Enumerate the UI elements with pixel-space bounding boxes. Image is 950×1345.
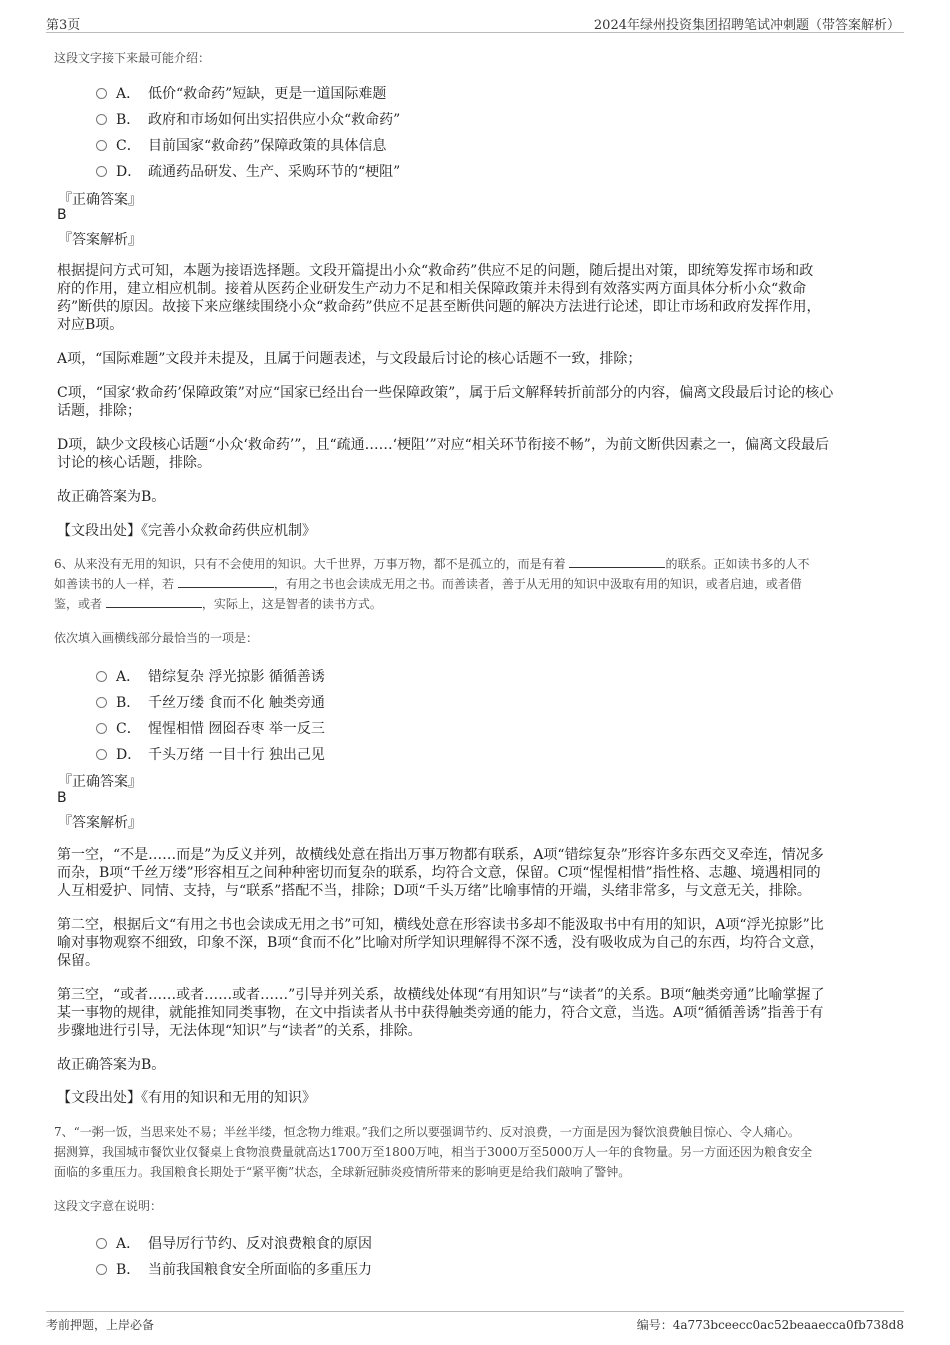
document-title: 2024年绿州投资集团招聘笔试冲刺题（带答案解析） — [593, 18, 900, 33]
analysis-paragraph: C项，“国家‘救命药’保障政策”对应“国家已经出台一些保障政策”，属于后文解释转折前部分的内容，偏离文段最后讨论的核心 话题，排除； — [57, 385, 834, 419]
q6-option-b[interactable]: B． 千丝万缕 食而不化 触类旁通 — [96, 692, 325, 712]
analysis-paragraph: A项，“国际难题”文段并未提及，且属于问题表述，与文段最后讨论的核心话题不一致，排除； — [57, 351, 642, 367]
radio-icon[interactable] — [96, 697, 107, 708]
radio-icon[interactable] — [96, 1264, 107, 1275]
blank-line — [178, 575, 274, 588]
q6-prompt: 依次填入画横线部分最恰当的一项是： — [54, 631, 259, 645]
q6-question-text: 6、从来没有无用的知识，只有不会使用的知识。大千世界，万事万物，都不是孤立的，而是有着 的联系。正如读书多的人不 如善读书的人一样，若 ，有用之书也会读成无用之书。而善读者，善于从无用的知识中汲取有用的知识，或者启迪，或者借 鉴，或者 ，实际上，这是智者的读书方式。 — [54, 557, 810, 611]
radio-icon[interactable] — [96, 88, 107, 99]
q6-option-a[interactable]: A． 错综复杂 浮光掠影 循循善诱 — [96, 666, 325, 686]
analysis-label: 『答案解析』 — [58, 815, 142, 831]
radio-icon[interactable] — [96, 1238, 107, 1249]
analysis-paragraph: 第三空，“或者……或者……或者……”引导并列关系，故横线处体现“有用知识”与“读者”的关系。B项“触类旁通”比喻掌握了 某一事物的规律，就能推知同类事物，在文中指读者从书中获得触类旁通的能力，符合文意，当选。A项“循循善诱”指善于有 步骤地进行引导，无法体现“知识”与“读者”的关系，排除。 — [57, 987, 825, 1039]
q5-intro: 这段文字接下来最可能介绍： — [54, 51, 211, 65]
radio-icon[interactable] — [96, 114, 107, 125]
answer-value: B — [57, 790, 67, 806]
source: 【文段出处】《完善小众救命药供应机制》 — [57, 523, 316, 539]
analysis-paragraph: 第二空，根据后文“有用之书也会读成无用之书”可知，横线处意在形容读书多却不能汲取书中有用的知识，A项“浮光掠影”比 喻对事物观察不细致，印象不深，B项“食而不化”比喻对所学知识理解得不深不透，没有吸收成为自己的东西，均符合文意， 保留。 — [57, 917, 824, 969]
q7-question-text: 7、“一粥一饭，当思来处不易；半丝半缕，恒念物力维艰。”我们之所以要强调节约、反对浪费，一方面是因为餐饮浪费触目惊心、令人痛心。 据测算，我国城市餐饮业仅餐桌上食物浪费量就高达1700万至1800万吨，相当于3000万至5000万人一年的食物量。另一方面还因为粮食安全 面临的多重压力。我国粮食长期处于“紧平衡”状态，全球新冠肺炎疫情所带来的影响更是给我们敲响了警钟。 — [54, 1125, 813, 1179]
blank-line — [569, 555, 665, 568]
page-footer — [46, 1311, 904, 1338]
source: 【文段出处】《有用的知识和无用的知识》 — [57, 1090, 316, 1106]
q7-prompt: 这段文字意在说明： — [54, 1199, 163, 1213]
radio-icon[interactable] — [96, 166, 107, 177]
q6-option-d[interactable]: D． 千头万绪 一目十行 独出己见 — [96, 744, 325, 764]
q7-option-a[interactable]: A． 倡导厉行节约、反对浪费粮食的原因 — [96, 1233, 372, 1253]
q5-option-b[interactable]: B． 政府和市场如何出实招供应小众“救命药” — [96, 109, 400, 129]
page-number: 第3页 — [46, 18, 81, 33]
footer-slogan: 考前押题，上岸必备 — [46, 1318, 155, 1332]
conclusion: 故正确答案为B。 — [57, 489, 166, 505]
q6-option-c[interactable]: C． 惺惺相惜 囫囵吞枣 举一反三 — [96, 718, 325, 738]
radio-icon[interactable] — [96, 749, 107, 760]
conclusion: 故正确答案为B。 — [57, 1057, 166, 1073]
blank-line — [106, 595, 202, 608]
q7-option-b[interactable]: B． 当前我国粮食安全所面临的多重压力 — [96, 1259, 372, 1279]
analysis-label: 『答案解析』 — [58, 232, 142, 248]
q5-option-c[interactable]: C． 目前国家“救命药”保障政策的具体信息 — [96, 135, 386, 155]
answer-label: 『正确答案』 — [58, 774, 142, 790]
analysis-paragraph: 根据提问方式可知，本题为接语选择题。文段开篇提出小众“救命药”供应不足的问题，随后提出对策，即统筹发挥市场和政 府的作用，建立相应机制。接着从医药企业研发生产动力不足和相关保障政策并未得到有效落实两方面具体分析小众“救命 药”断供的原因。故接下来应继续围绕小众“救命药”供应不足甚至断供问题的解决方法进行论述，即让市场和政府发挥作用， 对应B项。 — [57, 263, 821, 333]
analysis-paragraph: 第一空，“不是……而是”为反义并列，故横线处意在指出万事万物都有联系，A项“错综复杂”形容许多东西交叉牵连，情况多 而杂，B项“千丝万缕”形容相互之间种种密切而复杂的联系，均符合文意，保留。C项“惺惺相惜”指性格、志趣、境遇相同的 人互相爱护、同情、支持，与“联系”搭配不当，排除；D项“千头万绪”比喻事情的开端，头绪非常多，与文意无关，排除。 — [57, 847, 824, 899]
radio-icon[interactable] — [96, 723, 107, 734]
document-id: 编号：4a773bceecc0ac52beaaecca0fb738d8 — [636, 1318, 904, 1332]
q5-option-d[interactable]: D． 疏通药品研发、生产、采购环节的“梗阻” — [96, 161, 400, 181]
analysis-paragraph: D项，缺少文段核心话题“小众‘救命药’”，且“疏通……‘梗阻’”对应“相关环节衔接不畅”，为前文断供因素之一，偏离文段最后 讨论的核心话题，排除。 — [57, 437, 829, 471]
page-header — [46, 10, 904, 33]
answer-value: B — [57, 207, 67, 223]
answer-label: 『正确答案』 — [58, 192, 142, 208]
radio-icon[interactable] — [96, 671, 107, 682]
radio-icon[interactable] — [96, 140, 107, 151]
q5-option-a[interactable]: A． 低价“救命药”短缺，更是一道国际难题 — [96, 83, 386, 103]
